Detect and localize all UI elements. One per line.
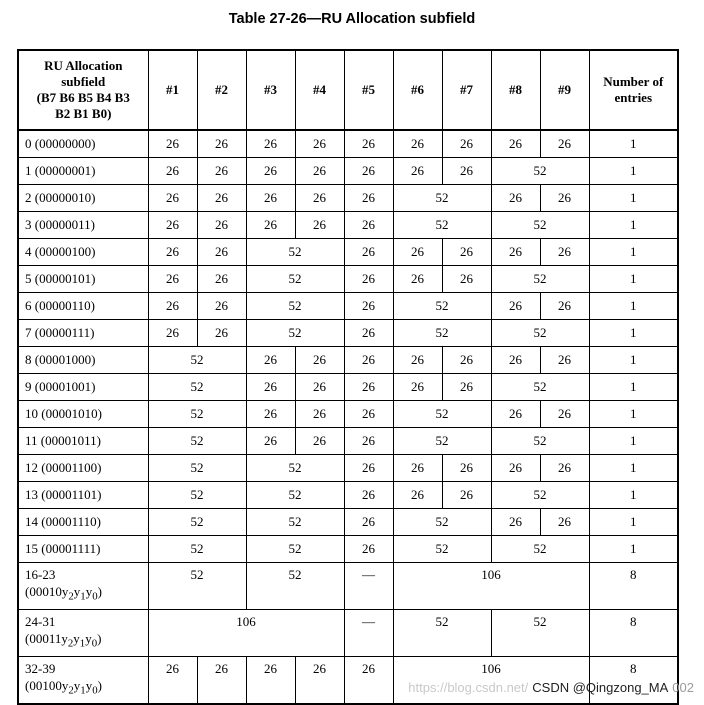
row-code-suffix: ) <box>97 631 102 646</box>
entries-cell: 1 <box>589 185 678 212</box>
ru-size-cell: 52 <box>246 239 344 266</box>
ru-size-cell: 26 <box>295 374 344 401</box>
ru-size-cell: 52 <box>246 320 344 347</box>
row-code-subscript: 0 <box>92 684 98 697</box>
ru-size-cell: 26 <box>246 657 295 705</box>
watermark-url: https://blog.csdn.net/ <box>408 680 529 695</box>
ru-size-cell: 26 <box>197 158 246 185</box>
ru-size-cell: 52 <box>393 185 491 212</box>
ru-size-cell: 52 <box>491 212 589 239</box>
ru-size-cell: 26 <box>491 347 540 374</box>
entries-cell: 8 <box>589 610 678 657</box>
table-row <box>18 158 678 185</box>
ru-size-cell: 26 <box>344 320 393 347</box>
entries-cell: 1 <box>589 374 678 401</box>
ru-size-cell: 26 <box>148 158 197 185</box>
row-code-var: y <box>73 584 81 599</box>
header-col-2: #2 <box>197 50 246 130</box>
ru-size-cell: 26 <box>393 266 442 293</box>
row-label: 6 (00000110) <box>18 293 148 320</box>
ru-size-cell: 26 <box>197 293 246 320</box>
row-code-prefix: (00011 <box>25 631 62 646</box>
ru-size-cell: 26 <box>491 185 540 212</box>
row-code-prefix: (00010 <box>25 584 62 599</box>
ru-size-cell: 52 <box>393 212 491 239</box>
ru-size-cell: 26 <box>442 455 491 482</box>
ru-size-cell: 26 <box>246 212 295 239</box>
header-ru-line3: (B7 B6 B5 B4 B3 <box>36 90 130 105</box>
table-row <box>18 130 678 158</box>
ru-size-cell: 26 <box>295 130 344 158</box>
row-code-var: y <box>85 678 93 693</box>
row-code-var: y <box>73 678 81 693</box>
row-label: 11 (00001011) <box>18 428 148 455</box>
ru-size-cell: 26 <box>344 482 393 509</box>
row-code-var: y <box>73 631 80 646</box>
header-col-7: #7 <box>442 50 491 130</box>
ru-size-cell: 52 <box>491 320 589 347</box>
row-label: 15 (00001111) <box>18 536 148 563</box>
ru-size-cell: 26 <box>295 428 344 455</box>
row-range: 24-31 <box>25 614 56 629</box>
entries-cell: 1 <box>589 428 678 455</box>
entries-cell: 1 <box>589 239 678 266</box>
header-ru-allocation <box>18 50 148 130</box>
ru-size-cell: 26 <box>491 509 540 536</box>
row-label: 13 (00001101) <box>18 482 148 509</box>
header-ru-line1: RU Allocation <box>44 58 123 73</box>
ru-size-cell: 26 <box>344 239 393 266</box>
row-label: 9 (00001001) <box>18 374 148 401</box>
entries-cell: 1 <box>589 293 678 320</box>
row-label: 12 (00001100) <box>18 455 148 482</box>
ru-size-cell: 26 <box>393 130 442 158</box>
ru-size-cell: 26 <box>197 212 246 239</box>
ru-size-cell: 26 <box>246 428 295 455</box>
ru-size-cell: 26 <box>344 536 393 563</box>
row-code-subscript: 1 <box>80 590 86 603</box>
ru-size-cell: 26 <box>442 374 491 401</box>
row-label <box>18 563 148 610</box>
ru-size-cell: 26 <box>344 212 393 239</box>
row-label: 8 (00001000) <box>18 347 148 374</box>
entries-cell: 8 <box>589 657 678 705</box>
ru-size-cell: 26 <box>344 657 393 705</box>
row-code <box>25 583 148 606</box>
ru-size-cell: 26 <box>344 185 393 212</box>
ru-size-cell: 26 <box>148 293 197 320</box>
ru-size-cell: 26 <box>295 212 344 239</box>
ru-size-cell: 26 <box>540 130 589 158</box>
ru-size-cell: 26 <box>540 509 589 536</box>
ru-size-cell: 26 <box>442 158 491 185</box>
watermark-brand: CSDN @Qingzong_MA <box>532 680 669 695</box>
ru-size-cell: 26 <box>246 158 295 185</box>
ru-size-cell: 26 <box>393 455 442 482</box>
ru-size-cell: 52 <box>246 293 344 320</box>
table-row <box>18 347 678 374</box>
ru-size-cell: 26 <box>344 401 393 428</box>
header-col-1: #1 <box>148 50 197 130</box>
ru-size-cell: 26 <box>246 374 295 401</box>
ru-size-cell: 26 <box>344 266 393 293</box>
ru-size-cell: 26 <box>393 158 442 185</box>
ru-size-cell: 52 <box>148 428 246 455</box>
table-row <box>18 185 678 212</box>
row-label: 4 (00000100) <box>18 239 148 266</box>
ru-size-cell: 26 <box>540 239 589 266</box>
table-row <box>18 428 678 455</box>
table-row <box>18 239 678 266</box>
ru-size-cell: 52 <box>491 536 589 563</box>
ru-size-cell: 26 <box>344 293 393 320</box>
table-body <box>18 130 678 704</box>
ru-size-cell: 52 <box>491 428 589 455</box>
ru-size-cell: 26 <box>148 266 197 293</box>
row-code-var: y <box>85 631 92 646</box>
ru-size-cell: 26 <box>491 130 540 158</box>
ru-size-cell: 52 <box>393 536 491 563</box>
ru-size-cell: 52 <box>246 455 344 482</box>
entries-cell: 1 <box>589 536 678 563</box>
ru-size-cell: 52 <box>148 563 246 610</box>
table-row <box>18 536 678 563</box>
entries-cell: 8 <box>589 563 678 610</box>
ru-size-cell: — <box>344 563 393 610</box>
row-code-var: y <box>61 678 69 693</box>
entries-cell: 1 <box>589 158 678 185</box>
row-code-suffix: ) <box>97 584 102 599</box>
ru-size-cell: 26 <box>540 455 589 482</box>
ru-size-cell: 26 <box>540 185 589 212</box>
ru-size-cell: 106 <box>393 657 589 705</box>
header-col-9: #9 <box>540 50 589 130</box>
header-col-8: #8 <box>491 50 540 130</box>
ru-size-cell: 52 <box>393 293 491 320</box>
row-code-subscript: 0 <box>92 590 98 603</box>
row-range: 32-39 <box>25 661 56 676</box>
ru-size-cell: 26 <box>295 158 344 185</box>
ru-size-cell: 26 <box>295 657 344 705</box>
table-row-range <box>18 563 678 610</box>
entries-cell: 1 <box>589 266 678 293</box>
row-range: 16-23 <box>25 567 56 582</box>
row-code-subscript: 2 <box>68 590 74 603</box>
header-entries-line2: entries <box>614 90 653 105</box>
ru-size-cell: 26 <box>393 482 442 509</box>
ru-size-cell: 26 <box>344 455 393 482</box>
row-code-subscript: 2 <box>68 684 74 697</box>
header-number-of-entries <box>589 50 678 130</box>
ru-size-cell: 52 <box>148 374 246 401</box>
ru-size-cell: 26 <box>393 347 442 374</box>
header-entries-line1: Number of <box>603 74 664 89</box>
table-caption: Table 27-26—RU Allocation subfield <box>228 11 476 27</box>
ru-size-cell: 52 <box>246 563 344 610</box>
table-row <box>18 293 678 320</box>
row-code-var: y <box>61 584 69 599</box>
ru-size-cell: 52 <box>393 320 491 347</box>
ru-size-cell: 26 <box>540 347 589 374</box>
row-code-prefix: (00100 <box>25 678 62 693</box>
ru-size-cell: 26 <box>148 657 197 705</box>
ru-size-cell: 26 <box>197 657 246 705</box>
table-row <box>18 266 678 293</box>
ru-size-cell: 26 <box>442 347 491 374</box>
ru-size-cell: 26 <box>442 266 491 293</box>
watermark-extra: 002 <box>672 680 694 695</box>
ru-size-cell: 26 <box>246 401 295 428</box>
ru-size-cell: 26 <box>344 374 393 401</box>
entries-cell: 1 <box>589 509 678 536</box>
ru-size-cell: 52 <box>148 509 246 536</box>
ru-size-cell: 52 <box>491 610 589 657</box>
ru-size-cell: 52 <box>246 536 344 563</box>
row-code-var: y <box>61 631 68 646</box>
row-label: 0 (00000000) <box>18 130 148 158</box>
row-code <box>25 630 148 653</box>
ru-size-cell: 26 <box>246 347 295 374</box>
header-ru-line2: subfield <box>61 74 106 89</box>
entries-cell: 1 <box>589 212 678 239</box>
row-label: 10 (00001010) <box>18 401 148 428</box>
row-code-subscript: 1 <box>79 637 86 650</box>
header-row <box>18 50 678 130</box>
ru-size-cell: 26 <box>344 428 393 455</box>
row-label: 5 (00000101) <box>18 266 148 293</box>
ru-size-cell: 26 <box>148 320 197 347</box>
row-code-subscript: 1 <box>80 684 86 697</box>
ru-size-cell: 26 <box>540 293 589 320</box>
entries-cell: 1 <box>589 482 678 509</box>
ru-size-cell: 52 <box>148 536 246 563</box>
ru-size-cell: — <box>344 610 393 657</box>
entries-cell: 1 <box>589 320 678 347</box>
ru-size-cell: 26 <box>442 482 491 509</box>
ru-size-cell: 52 <box>393 610 491 657</box>
entries-cell: 1 <box>589 347 678 374</box>
ru-size-cell: 106 <box>148 610 344 657</box>
header-col-3: #3 <box>246 50 295 130</box>
table-row <box>18 320 678 347</box>
ru-size-cell: 26 <box>344 158 393 185</box>
ru-size-cell: 26 <box>393 239 442 266</box>
row-label <box>18 610 148 657</box>
header-col-4: #4 <box>295 50 344 130</box>
ru-size-cell: 26 <box>295 401 344 428</box>
ru-size-cell: 26 <box>197 320 246 347</box>
ru-size-cell: 52 <box>393 428 491 455</box>
table-row <box>18 401 678 428</box>
ru-size-cell: 26 <box>148 239 197 266</box>
ru-size-cell: 26 <box>197 185 246 212</box>
ru-size-cell: 26 <box>344 347 393 374</box>
row-code-var: y <box>85 584 93 599</box>
ru-size-cell: 26 <box>148 212 197 239</box>
ru-size-cell: 52 <box>148 347 246 374</box>
entries-cell: 1 <box>589 401 678 428</box>
ru-size-cell: 26 <box>344 130 393 158</box>
ru-size-cell: 26 <box>295 347 344 374</box>
row-label <box>18 657 148 705</box>
ru-size-cell: 52 <box>246 509 344 536</box>
ru-size-cell: 52 <box>491 374 589 401</box>
row-label: 7 (00000111) <box>18 320 148 347</box>
ru-size-cell: 26 <box>197 130 246 158</box>
ru-size-cell: 52 <box>491 266 589 293</box>
ru-size-cell: 52 <box>393 509 491 536</box>
row-code-subscript: 0 <box>91 637 98 650</box>
ru-size-cell: 26 <box>197 266 246 293</box>
ru-size-cell: 26 <box>491 293 540 320</box>
ru-size-cell: 26 <box>491 401 540 428</box>
header-ru-line4: B2 B1 B0) <box>55 106 112 121</box>
ru-size-cell: 26 <box>442 130 491 158</box>
ru-size-cell: 26 <box>148 185 197 212</box>
ru-size-cell: 52 <box>491 482 589 509</box>
ru-size-cell: 26 <box>246 130 295 158</box>
row-code-subscript: 2 <box>67 637 74 650</box>
table-row <box>18 455 678 482</box>
entries-cell: 1 <box>589 455 678 482</box>
ru-size-cell: 26 <box>295 185 344 212</box>
entries-cell: 1 <box>589 130 678 158</box>
ru-size-cell: 26 <box>442 239 491 266</box>
ru-size-cell: 52 <box>491 158 589 185</box>
table-row <box>18 374 678 401</box>
ru-size-cell: 52 <box>148 482 246 509</box>
ru-size-cell: 52 <box>246 482 344 509</box>
row-code <box>25 677 148 700</box>
ru-size-cell: 26 <box>246 185 295 212</box>
ru-size-cell: 52 <box>148 401 246 428</box>
ru-allocation-table <box>17 49 679 705</box>
header-col-6: #6 <box>393 50 442 130</box>
row-label: 1 (00000001) <box>18 158 148 185</box>
ru-size-cell: 52 <box>246 266 344 293</box>
row-label: 14 (00001110) <box>18 509 148 536</box>
table-row <box>18 509 678 536</box>
table-row <box>18 212 678 239</box>
ru-size-cell: 26 <box>491 239 540 266</box>
row-code-suffix: ) <box>97 678 102 693</box>
ru-size-cell: 26 <box>197 239 246 266</box>
ru-size-cell: 26 <box>393 374 442 401</box>
ru-size-cell: 106 <box>393 563 589 610</box>
row-label: 3 (00000011) <box>18 212 148 239</box>
table-row-range <box>18 610 678 657</box>
table-row <box>18 482 678 509</box>
ru-size-cell: 26 <box>148 130 197 158</box>
ru-size-cell: 26 <box>491 455 540 482</box>
ru-size-cell: 26 <box>540 401 589 428</box>
ru-size-cell: 52 <box>393 401 491 428</box>
ru-size-cell: 52 <box>148 455 246 482</box>
watermark <box>408 680 694 695</box>
ru-size-cell: 26 <box>344 509 393 536</box>
row-label: 2 (00000010) <box>18 185 148 212</box>
header-col-5: #5 <box>344 50 393 130</box>
